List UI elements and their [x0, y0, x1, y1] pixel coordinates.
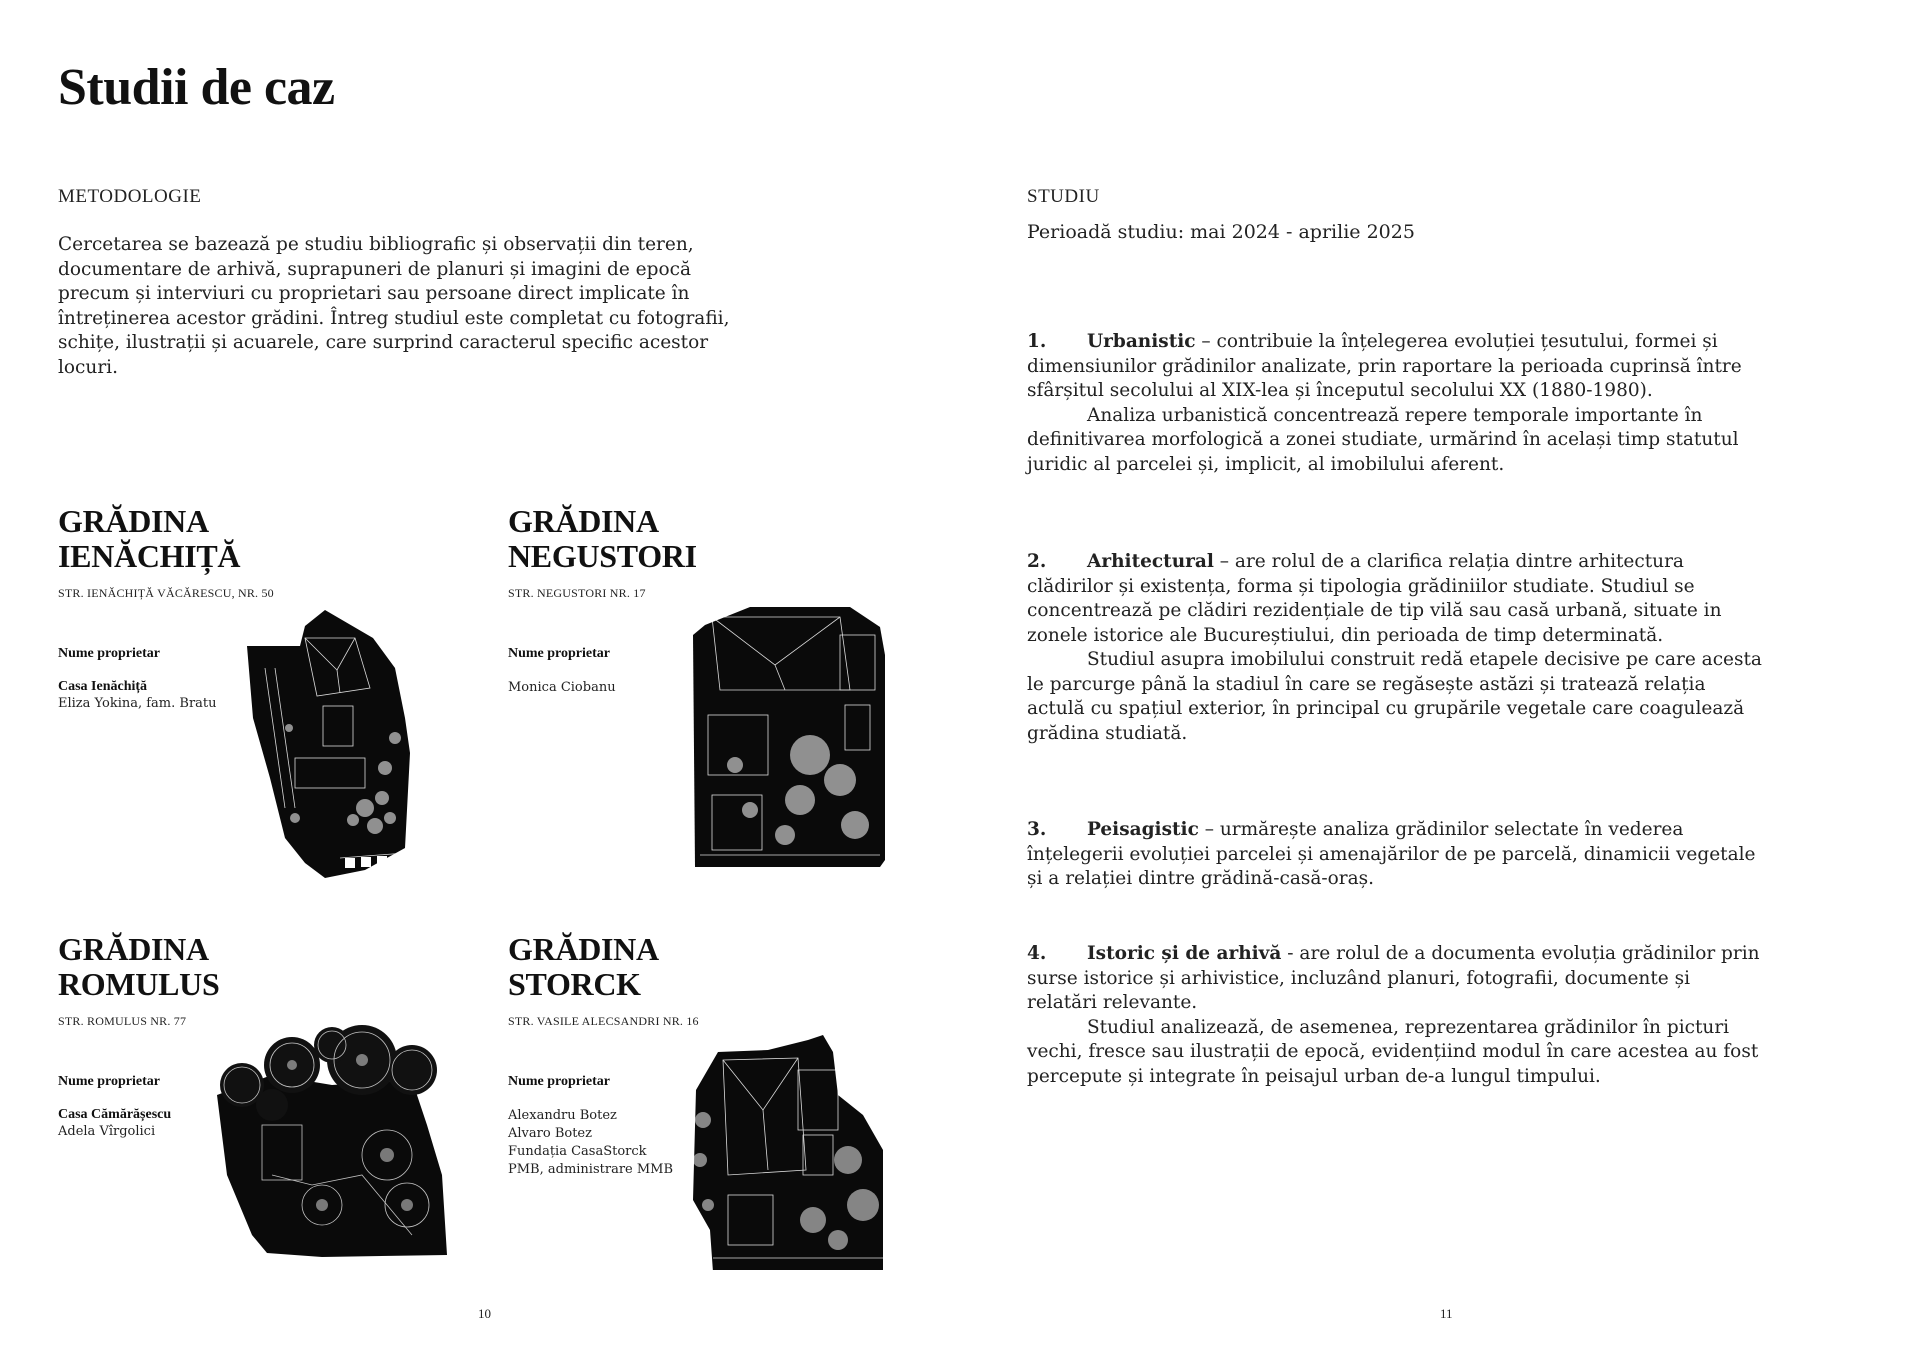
owner-label: Nume proprietar	[508, 1074, 610, 1089]
owner-house-name: Casa Cămărășescu	[58, 1107, 172, 1122]
point-paragraph: Studiul analizează, de asemenea, reprezentarea grădinilor în picturi vechi, fresce sau ilustrații de epocă, evidențiind modul în care acestea au fost percepute și integrate în peisajul urban de-a lungul timpului.	[1027, 1016, 1759, 1087]
point-text: – contribuie la înțelegerea evoluției țesutului, formei și dimensiunilor grădinilor analizate, prin raportare la perioada cuprinsă între sfârșitul secolului al XIX-lea și începutul secolului XX (1880-1980).	[1027, 331, 1742, 401]
point-term: Urbanistic	[1087, 331, 1196, 352]
methodology-label: METODOLOGIE	[58, 186, 202, 207]
point-text: – urmărește analiza grădinilor selectate în vederea înțelegerii evoluției parcelei și amenajărilor de pe parcelă, dinamicii vegetale și a relației dintre grădină-casă-oraș.	[1027, 819, 1756, 889]
garden-address: STR. ROMULUS NR. 77	[58, 1014, 187, 1028]
page-title: Studii de caz	[58, 59, 335, 116]
point-number: 1.	[1027, 331, 1047, 352]
point-text: - are rolul de a documenta evoluția grădinilor prin surse istorice și arhivistice, incluzând planuri, fotografii, documente și relatări relevante.	[1027, 943, 1760, 1013]
owner-label: Nume proprietar	[58, 1074, 160, 1089]
study-period: Perioadă studiu: mai 2024 - aprilie 2025	[1027, 221, 1415, 243]
point-paragraph: Studiul asupra imobilului construit redă etapele decisive pe care acesta le parcurge până la stadiul în care se regăsește astăzi și tratează relația actulă cu spațiul exterior, în principal cu grupările vegetale care coagulează grădina studiată.	[1027, 649, 1762, 744]
page-number-left: 10	[478, 1306, 491, 1321]
point-term: Peisagistic	[1087, 819, 1199, 840]
point-text: – are rolul de a clarifica relația dintre arhitectura clădirilor și existența, forma și tipologia grădiniilor studiate. Studiul se concentrează pe clădiri rezidențiale de tip vilă sau casă urbană, situate in zonele istorice ale Bucureștiului, din perioada de timp determinată.	[1027, 551, 1722, 646]
study-point-istoric	[1027, 942, 1762, 1089]
study-point-peisagistic	[1027, 818, 1762, 892]
garden-negustori-drawing	[690, 605, 890, 870]
point-number: 2.	[1027, 551, 1047, 572]
garden-address: STR. IENĂCHIȚĂ VĂCĂRESCU, NR. 50	[58, 586, 274, 600]
garden-title: GRĂDINA IENĂCHIȚĂ	[58, 503, 241, 574]
garden-title: GRĂDINA STORCK	[508, 931, 659, 1002]
owner-line: Alvaro Botez	[508, 1126, 592, 1141]
owner-label: Nume proprietar	[508, 646, 610, 661]
study-point-arhitectural	[1027, 550, 1762, 746]
garden-ienachita-drawing	[245, 608, 430, 883]
garden-address: STR. NEGUSTORI NR. 17	[508, 586, 646, 600]
garden-title: GRĂDINA ROMULUS	[58, 931, 220, 1002]
point-term: Istoric și de arhivă	[1087, 943, 1282, 964]
garden-storck	[508, 931, 699, 1179]
study-label: STUDIU	[1027, 186, 1100, 207]
owner-line: Eliza Yokina, fam. Bratu	[58, 696, 217, 711]
garden-storck-drawing	[688, 1030, 888, 1270]
garden-title: GRĂDINA NEGUSTORI	[508, 503, 697, 574]
owner-label: Nume proprietar	[58, 646, 160, 661]
point-paragraph: Analiza urbanistică concentrează repere temporale importante în definitivarea morfologică a zonei studiate, urmărind în același timp statutul juridic al parcelei și, implicit, al imobilului aferent.	[1027, 404, 1739, 475]
methodology-text: Cercetarea se bazează pe studiu bibliografic și observații din teren, documentare de arhivă, suprapuneri de planuri și imagini de epocă precum și interviuri cu proprietari sau persoane direct implicate în întreținerea acestor grădini. Întreg studiul este completat cu fotografii, schițe, ilustrații și acuarele, care surprind caracterul specific acestor locuri.	[58, 234, 730, 378]
page-number-right: 11	[1440, 1306, 1453, 1321]
owner-line: PMB, administrare MMB	[508, 1162, 674, 1177]
owner-line: Adela Vîrgolici	[58, 1124, 156, 1139]
point-number: 4.	[1027, 943, 1047, 964]
owner-line: Alexandru Botez	[508, 1108, 617, 1123]
owner-line: Monica Ciobanu	[508, 680, 616, 695]
garden-address: STR. VASILE ALECSANDRI NR. 16	[508, 1014, 699, 1028]
point-number: 3.	[1027, 819, 1047, 840]
point-term: Arhitectural	[1087, 551, 1214, 572]
study-point-urbanistic	[1027, 330, 1762, 477]
owner-house-name: Casa Ienăchiță	[58, 679, 148, 694]
owner-line: Fundația CasaStorck	[508, 1144, 647, 1159]
garden-romulus-drawing	[212, 1025, 452, 1265]
